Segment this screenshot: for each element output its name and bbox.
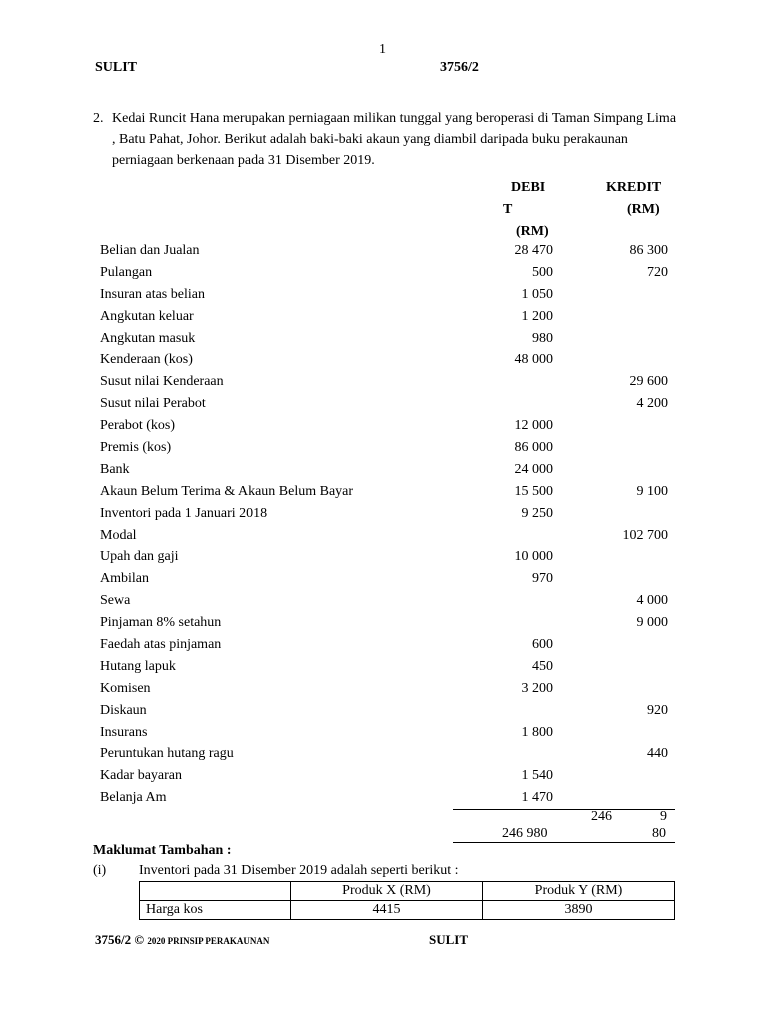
ledger-row-label: Angkutan masuk bbox=[100, 330, 196, 346]
debit-header-unit: (RM) bbox=[516, 224, 549, 239]
ledger-row-label: Faedah atas pinjaman bbox=[100, 637, 222, 653]
ledger-row-debit: 1 470 bbox=[521, 790, 553, 806]
ledger-row-debit: 9 250 bbox=[521, 505, 553, 521]
ledger-row-debit: 600 bbox=[532, 637, 553, 653]
ledger-row-credit: 920 bbox=[647, 702, 668, 718]
inventory-header-product-y: Produk Y (RM) bbox=[483, 882, 675, 901]
ledger-row-label: Pulangan bbox=[100, 264, 153, 280]
ledger-row-debit: 48 000 bbox=[514, 352, 553, 368]
item-marker: (i) bbox=[93, 863, 107, 878]
total-credit-part3: 80 bbox=[652, 826, 666, 841]
header-paper-code: 3756/2 bbox=[440, 60, 479, 75]
credit-header-unit: (RM) bbox=[627, 202, 660, 217]
trial-balance-rows bbox=[0, 243, 768, 812]
ledger-row bbox=[0, 309, 768, 331]
ledger-row bbox=[0, 637, 768, 659]
ledger-row-label: Susut nilai Kenderaan bbox=[100, 374, 224, 390]
inventory-product-y-value: 3890 bbox=[483, 901, 675, 920]
ledger-row-label: Belian dan Jualan bbox=[100, 243, 200, 258]
ledger-row bbox=[0, 725, 768, 747]
ledger-row bbox=[0, 659, 768, 681]
item-text: Inventori pada 31 Disember 2019 adalah seperti berikut : bbox=[139, 863, 459, 878]
ledger-row bbox=[0, 615, 768, 637]
ledger-row-debit: 12 000 bbox=[514, 418, 553, 434]
ledger-row-credit: 440 bbox=[647, 746, 668, 762]
inventory-product-x-value: 4415 bbox=[291, 901, 483, 920]
question-number: 2. bbox=[93, 111, 104, 126]
ledger-row-credit: 720 bbox=[647, 264, 668, 280]
ledger-row-credit: 4 000 bbox=[636, 593, 668, 609]
ledger-row-label: Insuran atas belian bbox=[100, 286, 205, 302]
ledger-row-debit: 3 200 bbox=[521, 680, 553, 696]
ledger-row-label: Upah dan gaji bbox=[100, 549, 179, 565]
ledger-row-label: Belanja Am bbox=[100, 790, 167, 806]
ledger-row-label: Peruntukan hutang ragu bbox=[100, 746, 234, 762]
ledger-row bbox=[0, 396, 768, 418]
ledger-row-label: Susut nilai Perabot bbox=[100, 396, 206, 412]
ledger-row bbox=[0, 484, 768, 506]
total-debit: 246 980 bbox=[502, 826, 548, 841]
ledger-row-debit: 1 050 bbox=[521, 286, 553, 302]
question-text: Kedai Runcit Hana merupakan perniagaan milikan tunggal yang beroperasi di Taman Simpang Lima , Batu Pahat, Johor. Berikut adalah baki-baki akaun yang diambil daripada buku perakaunan perniagaan berkenaan pada 31 Disember 2019. bbox=[112, 111, 677, 168]
total-line-bottom bbox=[453, 842, 675, 843]
ledger-row bbox=[0, 746, 768, 768]
ledger-row bbox=[0, 243, 768, 265]
ledger-row-label: Hutang lapuk bbox=[100, 658, 176, 674]
ledger-row-label: Insurans bbox=[100, 724, 148, 740]
ledger-row bbox=[0, 528, 768, 550]
ledger-row bbox=[0, 352, 768, 374]
total-line-top bbox=[453, 809, 675, 810]
ledger-row bbox=[0, 549, 768, 571]
debit-header-line2: T bbox=[503, 202, 513, 217]
ledger-row-credit: 102 700 bbox=[622, 527, 668, 543]
footer-subject: 2020 PRINSIP PERAKAUNAN bbox=[147, 936, 270, 946]
header-sulit: SULIT bbox=[95, 60, 138, 75]
ledger-row-debit: 10 000 bbox=[514, 549, 553, 565]
ledger-row-label: Modal bbox=[100, 527, 137, 543]
footer-sulit: SULIT bbox=[429, 932, 469, 947]
ledger-row-debit: 28 470 bbox=[514, 243, 553, 258]
ledger-row-label: Kadar bayaran bbox=[100, 768, 183, 784]
ledger-row bbox=[0, 265, 768, 287]
ledger-row bbox=[0, 331, 768, 353]
ledger-row bbox=[0, 593, 768, 615]
ledger-row bbox=[0, 681, 768, 703]
ledger-row-debit: 15 500 bbox=[514, 483, 553, 499]
ledger-row-credit: 86 300 bbox=[629, 243, 668, 258]
ledger-row bbox=[0, 768, 768, 790]
ledger-row bbox=[0, 703, 768, 725]
ledger-row bbox=[0, 571, 768, 593]
additional-info-heading: Maklumat Tambahan : bbox=[93, 843, 232, 858]
ledger-row-label: Inventori pada 1 Januari 2018 bbox=[100, 505, 268, 521]
ledger-row-label: Komisen bbox=[100, 680, 151, 696]
ledger-row-debit: 450 bbox=[532, 658, 553, 674]
inventory-header-product-x: Produk X (RM) bbox=[291, 882, 483, 901]
footer-code bbox=[95, 932, 269, 948]
ledger-row-credit: 9 000 bbox=[636, 615, 668, 631]
debit-header-line1: DEBI bbox=[511, 180, 546, 195]
ledger-row bbox=[0, 440, 768, 462]
inventory-header-blank bbox=[140, 882, 291, 901]
total-credit-part2: 9 bbox=[660, 809, 667, 824]
inventory-table bbox=[139, 881, 675, 920]
footer-paper-code: 3756/2 © bbox=[95, 932, 145, 947]
ledger-row-label: Akaun Belum Terima & Akaun Belum Bayar bbox=[100, 483, 354, 499]
ledger-row-label: Perabot (kos) bbox=[100, 418, 176, 434]
ledger-row-debit: 86 000 bbox=[514, 440, 553, 456]
ledger-row-debit: 24 000 bbox=[514, 461, 553, 477]
ledger-row-label: Bank bbox=[100, 461, 130, 477]
inventory-header-row bbox=[140, 882, 675, 901]
ledger-row-label: Pinjaman 8% setahun bbox=[100, 615, 222, 631]
credit-header-line1: KREDIT bbox=[606, 180, 662, 195]
ledger-row-credit: 29 600 bbox=[629, 374, 668, 390]
ledger-row-debit: 1 800 bbox=[521, 724, 553, 740]
ledger-row-debit: 980 bbox=[532, 330, 553, 346]
total-credit-part1: 246 bbox=[591, 809, 612, 824]
ledger-row bbox=[0, 374, 768, 396]
ledger-row-label: Ambilan bbox=[100, 571, 149, 587]
ledger-row bbox=[0, 506, 768, 528]
ledger-row bbox=[0, 418, 768, 440]
question-intro bbox=[93, 108, 683, 171]
ledger-row-label: Sewa bbox=[100, 593, 131, 609]
ledger-row-credit: 4 200 bbox=[636, 396, 668, 412]
page-number: 1 bbox=[379, 42, 386, 57]
ledger-row-label: Kenderaan (kos) bbox=[100, 352, 193, 368]
ledger-row-debit: 500 bbox=[532, 264, 553, 280]
ledger-row bbox=[0, 287, 768, 309]
ledger-row-debit: 1 540 bbox=[521, 768, 553, 784]
inventory-row bbox=[140, 901, 675, 920]
inventory-row-label: Harga kos bbox=[140, 901, 291, 920]
ledger-row-debit: 970 bbox=[532, 571, 553, 587]
ledger-row-label: Diskaun bbox=[100, 702, 147, 718]
ledger-row-label: Premis (kos) bbox=[100, 440, 172, 456]
ledger-row-label: Angkutan keluar bbox=[100, 308, 194, 324]
ledger-row-credit: 9 100 bbox=[636, 483, 668, 499]
ledger-row bbox=[0, 462, 768, 484]
ledger-row-debit: 1 200 bbox=[521, 308, 553, 324]
